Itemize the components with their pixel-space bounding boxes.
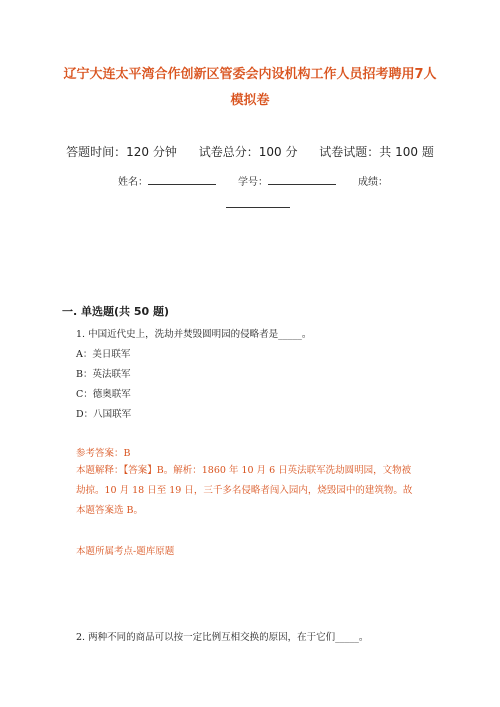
explanation (76, 461, 436, 521)
student-fields (118, 173, 388, 188)
question-source: 本题所属考点-题库原题 (76, 546, 175, 557)
option-c: C：德奥联军 (76, 389, 131, 400)
option-a: A：美日联军 (76, 349, 131, 360)
score-label: 成绩： (358, 177, 388, 188)
option-d: D：八国联军 (76, 409, 132, 420)
explanation-line: 本题答案选 B。 (76, 505, 144, 516)
explanation-line: 劫掠。10 月 18 日至 19 日，三千多名侵略者闯入园内，烧毁园中的建筑物。故 (76, 485, 413, 496)
score-blank (226, 207, 290, 208)
document-title-line1: 辽宁大连太平湾合作创新区管委会内设机构工作人员招考聘用7人 (63, 67, 437, 82)
id-label: 学号： (238, 177, 268, 188)
exam-total-score: 试卷总分：100 分 (198, 145, 298, 159)
question-stem: 2. 两种不同的商品可以按一定比例互相交换的原因，在于它们_____。 (76, 632, 369, 643)
section-title: 一. 单选题(共 50 题) (62, 305, 170, 318)
explanation-line: 本题解释：【答案】B。解析：1860 年 10 月 6 日英法联军洗劫圆明园，文物被 (76, 465, 412, 476)
exam-total-questions: 试卷试题：共 100 题 (319, 145, 434, 159)
exam-info (0, 143, 500, 160)
reference-answer: 参考答案：B (76, 448, 131, 459)
name-label: 姓名： (118, 177, 148, 188)
id-blank (268, 174, 336, 185)
option-b: B：英法联军 (76, 369, 131, 380)
exam-time: 答题时间：120 分钟 (66, 145, 177, 159)
document-title-line2: 模拟卷 (230, 93, 270, 108)
name-blank (148, 174, 216, 185)
question-stem: 1. 中国近代史上，洗劫并焚毁圆明园的侵略者是_____。 (76, 329, 312, 340)
